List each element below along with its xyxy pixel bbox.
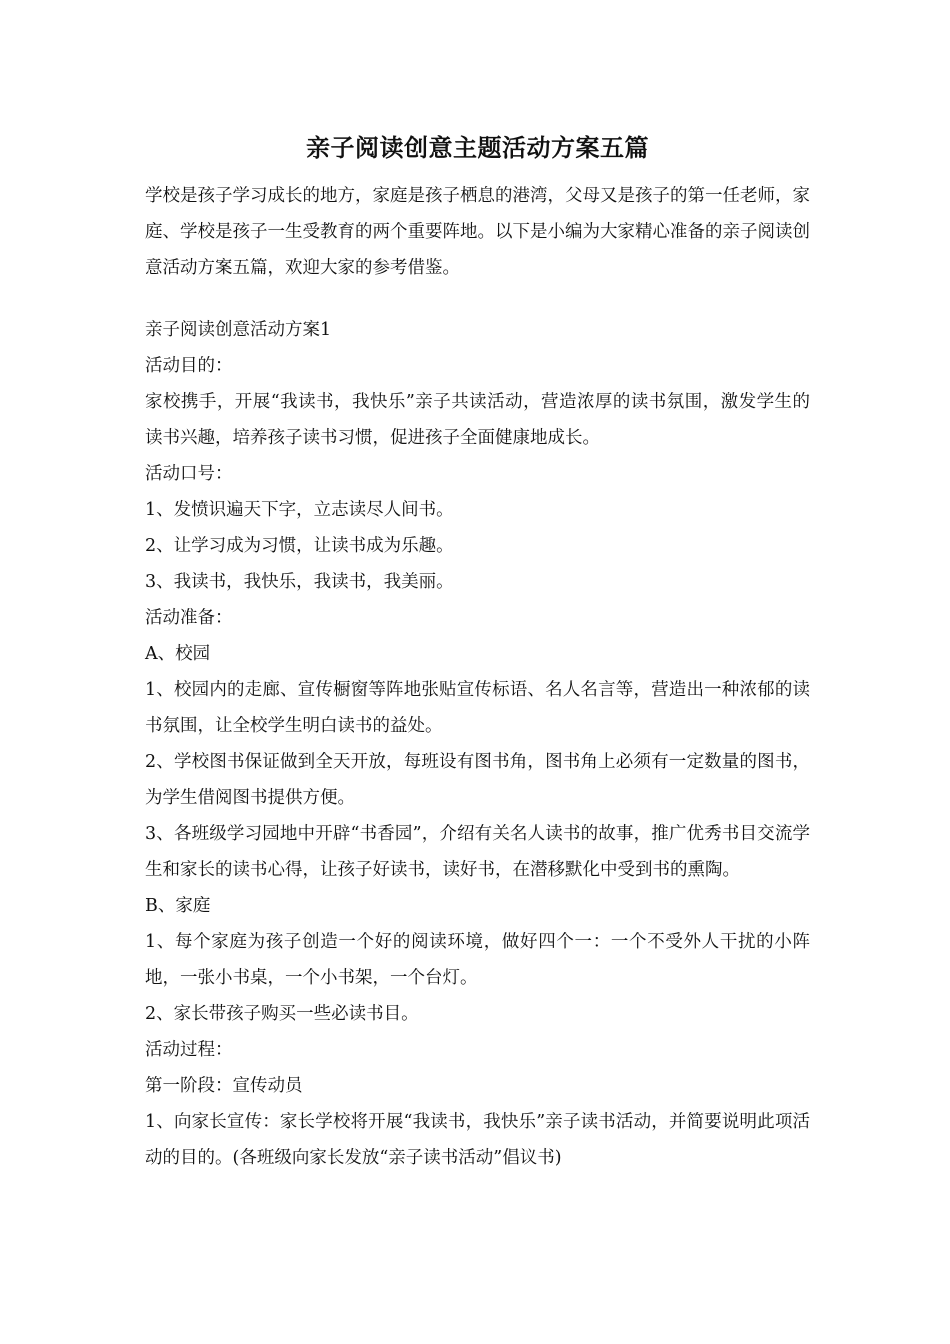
school-item: 2、学校图书保证做到全天开放，每班设有图书角，图书角上必须有一定数量的图书，为学生借阅图书提供方便。 — [145, 752, 810, 808]
slogan-heading: 活动口号： — [145, 464, 233, 484]
school-heading: A、校园 — [145, 644, 211, 664]
prep-heading: 活动准备： — [145, 608, 233, 628]
school-item: 1、校园内的走廊、宣传橱窗等阵地张贴宣传标语、名人名言等，营造出一种浓郁的读书氛围，让全校学生明白读书的益处。 — [145, 680, 810, 736]
family-heading: B、家庭 — [145, 896, 211, 916]
school-item: 3、各班级学习园地中开辟“书香园”，介绍有关名人读书的故事，推广优秀书目交流学生和家长的读书心得，让孩子好读书，读好书，在潜移默化中受到书的熏陶。 — [145, 824, 810, 880]
document-page — [145, 128, 810, 1176]
process-heading: 活动过程： — [145, 1040, 233, 1060]
document-title: 亲子阅读创意主题活动方案五篇 — [306, 133, 649, 162]
slogan-item: 3、我读书，我快乐，我读书，我美丽。 — [145, 572, 454, 592]
section-title: 亲子阅读创意活动方案1 — [145, 320, 332, 340]
stage1-item: 1、向家长宣传：家长学校将开展“我读书，我快乐”亲子读书活动，并简要说明此项活动的目的。(各班级向家长发放“亲子读书活动”倡议书) — [145, 1112, 810, 1168]
family-item: 1、每个家庭为孩子创造一个好的阅读环境，做好四个一：一个不受外人干扰的小阵地，一张小书桌，一个小书架，一个台灯。 — [145, 932, 810, 988]
intro-paragraph: 学校是孩子学习成长的地方，家庭是孩子栖息的港湾，父母又是孩子的第一任老师，家庭、学校是孩子一生受教育的两个重要阵地。以下是小编为大家精心准备的亲子阅读创意活动方案五篇，欢迎大家的参考借鉴。 — [145, 186, 810, 278]
family-item: 2、家长带孩子购买一些必读书目。 — [145, 1004, 419, 1024]
stage1-heading: 第一阶段：宣传动员 — [145, 1076, 303, 1096]
paragraph-gap — [145, 286, 810, 312]
purpose-heading: 活动目的： — [145, 356, 233, 376]
slogan-item: 2、让学习成为习惯，让读书成为乐趣。 — [145, 536, 454, 556]
slogan-item: 1、发愤识遍天下字，立志读尽人间书。 — [145, 500, 454, 520]
purpose-text: 家校携手，开展“我读书，我快乐”亲子共读活动，营造浓厚的读书氛围，激发学生的读书兴趣，培养孩子读书习惯，促进孩子全面健康地成长。 — [145, 392, 810, 448]
